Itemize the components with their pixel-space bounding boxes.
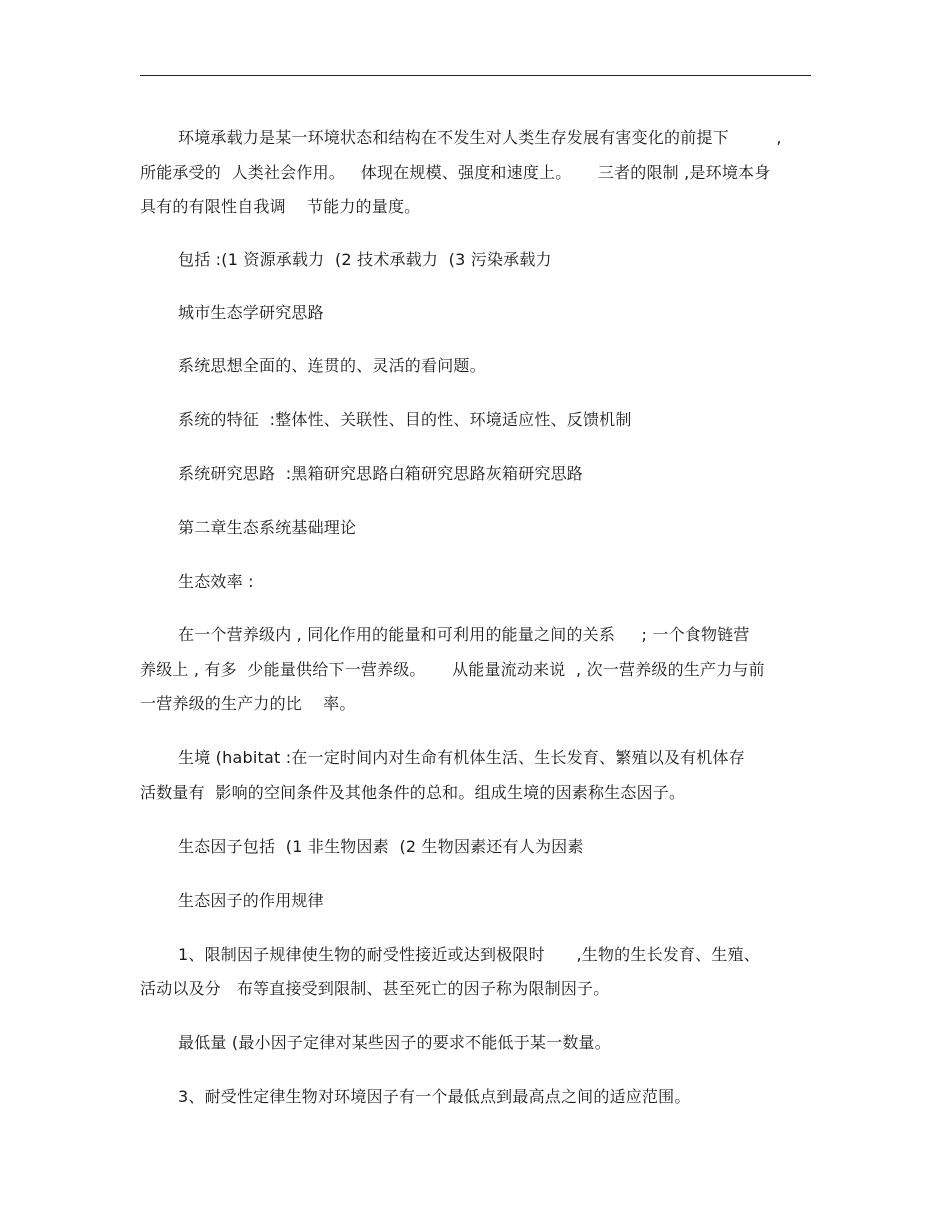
text-line: 系统研究思路 :黑箱研究思路白箱研究思路灰箱研究思路 [178, 464, 583, 483]
text-line: 在一个营养级内 , 同化作用的能量和可利用的能量之间的关系 ; 一个食物链营 [178, 625, 750, 644]
text-line: 活数量有 影响的空间条件及其他条件的总和。组成生境的因素称生态因子。 [140, 783, 686, 802]
text-line: 1、限制因子规律使生物的耐受性接近或达到极限时 ,生物的生长发育、生殖、 [178, 945, 760, 964]
text-line: 3、耐受性定律生物对环境因子有一个最低点到最高点之间的适应范围。 [178, 1087, 691, 1106]
paragraph-carrying-capacity [140, 129, 820, 216]
text-line: 最低量 (最小因子定律对某些因子的要求不能低于某一数量。 [178, 1033, 611, 1052]
paragraph-eco-factors [140, 838, 820, 856]
header-rule [140, 75, 811, 76]
text-line: 生态效率 : [178, 572, 254, 591]
chapter-heading [140, 519, 820, 537]
text-line: 系统思想全面的、连贯的、灵活的看问题。 [178, 356, 486, 375]
text-line: 活动以及分 布等直接受到限制、甚至死亡的因子称为限制因子。 [140, 979, 610, 998]
text-line: 养级上 , 有多 少能量供给下一营养级。 从能量流动来说 , 次一营养级的生产力与前 [140, 660, 765, 679]
text-line: 第二章生态系统基础理论 [178, 518, 357, 537]
paragraph-factor-rules [140, 892, 820, 910]
text-line: 生态因子包括 (1 非生物因素 (2 生物因素还有人为因素 [178, 837, 584, 856]
paragraph-urban-ecology [140, 304, 820, 322]
paragraph-habitat [140, 749, 820, 802]
text-line: 生境 (habitat :在一定时间内对生命有机体生活、生长发育、繁殖以及有机体存 [178, 748, 745, 767]
text-line: 系统的特征 :整体性、关联性、目的性、环境适应性、反馈机制 [178, 410, 632, 429]
text-line: 生态因子的作用规律 [178, 891, 324, 910]
text-line: 一营养级的生产力的比 率。 [140, 694, 356, 713]
text-line: 城市生态学研究思路 [178, 303, 324, 322]
paragraph-tolerance-law [140, 1088, 820, 1106]
paragraph-limiting-factor [140, 946, 820, 998]
paragraph-minimum-law [140, 1034, 820, 1052]
paragraph-system-research [140, 465, 820, 483]
paragraph-eco-efficiency [140, 573, 820, 591]
text-line: 所能承受的 人类社会作用。 体现在规模、强度和速度上。 三者的限制 ,是环境本身 [140, 163, 771, 182]
text-line: 包括 :(1 资源承载力 (2 技术承载力 (3 污染承载力 [178, 250, 552, 269]
text-line: 具有的有限性自我调 节能力的量度。 [140, 197, 421, 216]
paragraph-system-features [140, 411, 820, 429]
paragraph-includes [140, 251, 820, 269]
paragraph-system-thinking [140, 357, 820, 375]
paragraph-trophic-level [140, 626, 820, 713]
text-line: 环境承载力是某一环境状态和结构在不发生对人类生存发展有害变化的前提下 , [178, 128, 782, 147]
